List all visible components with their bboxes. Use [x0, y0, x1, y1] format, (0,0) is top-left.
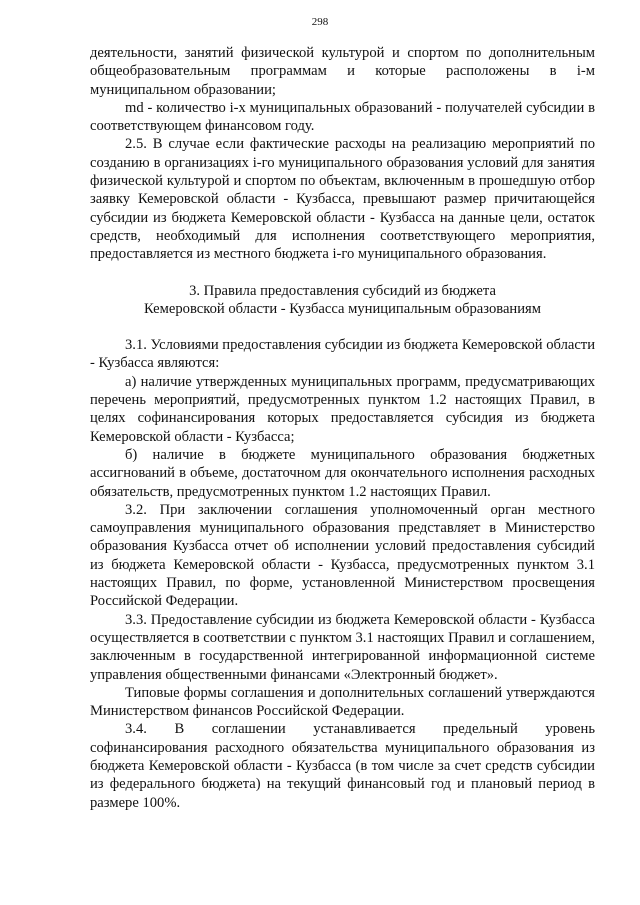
document-body	[90, 44, 595, 812]
section-heading-line-2: Кемеровской области - Кузбасса муниципальным образованиям	[144, 300, 541, 317]
paragraph-3-2: 3.2. При заключении соглашения уполномоченный орган местного самоуправления муниципального образования представляет в Министерство образования Кузбасса отчет об исполнении условий предоставления субсидий из бюджета Кемеровской области - Кузбасса, предусмотренных пунктом 3.1 настоящих Правил, по форме, установленной Министерством просвещения Российской Федерации.	[90, 501, 595, 610]
paragraph-2-5: 2.5. В случае если фактические расходы на реализацию мероприятий по созданию в организациях i-го муниципального образования условий для занятия физической культурой и спортом по объектам, включенным в прошедшую отбор заявку Кемеровской области - Кузбасса, превышают размер причитающейся субсидии из бюджета Кемеровской области - Кузбасса на данные цели, остаток средств, необходимый для исполнения соответствующего мероприятия, предоставляется из местного бюджета i-го муниципального образования.	[90, 136, 595, 263]
paragraph-3-3: 3.3. Предоставление субсидии из бюджета Кемеровской области - Кузбасса осуществляется в соответствии с пунктом 3.1 настоящих Правил и соглашением, заключенным в государственной интегрированной информационной системе управления общественными финансами «Электронный бюджет».	[90, 611, 595, 683]
paragraph-md-definition: md - количество i-х муниципальных образований - получателей субсидии в соответствующем финансовом году.	[90, 99, 595, 135]
paragraph-3-1-a: а) наличие утвержденных муниципальных программ, предусматривающих перечень мероприятий, предусмотренных пунктом 1.2 настоящих Правил, в целях софинансирования которых предоставляется субсидия из бюджета Кемеровской области - Кузбасса;	[90, 373, 595, 445]
section-heading	[90, 282, 595, 319]
page-number: 298	[311, 16, 329, 28]
paragraph-continuation: деятельности, занятий физической культурой и спортом по дополнительным общеобразовательным программам и которые расположены в i-м муниципальном образовании;	[90, 45, 595, 98]
paragraph-3-1-b: б) наличие в бюджете муниципального образования бюджетных ассигнований в объеме, достаточном для окончательного исполнения расходных обязательств, предусмотренных пунктом 1.2 настоящих Правил.	[90, 446, 595, 500]
paragraph-3-1: 3.1. Условиями предоставления субсидии из бюджета Кемеровской области - Кузбасса являются:	[90, 337, 595, 372]
paragraph-typical-forms: Типовые формы соглашения и дополнительных соглашений утверждаются Министерством финансов Российской Федерации.	[90, 684, 595, 720]
section-heading-line-1: 3. Правила предоставления субсидий из бюджета	[189, 282, 496, 299]
paragraph-3-4: 3.4. В соглашении устанавливается предельный уровень софинансирования расходного обязательства муниципального образования из бюджета Кемеровской области - Кузбасса (в том числе за счет средств субсидии из федерального бюджета) на текущий финансовый год и плановый период в размере 100%.	[90, 721, 595, 811]
